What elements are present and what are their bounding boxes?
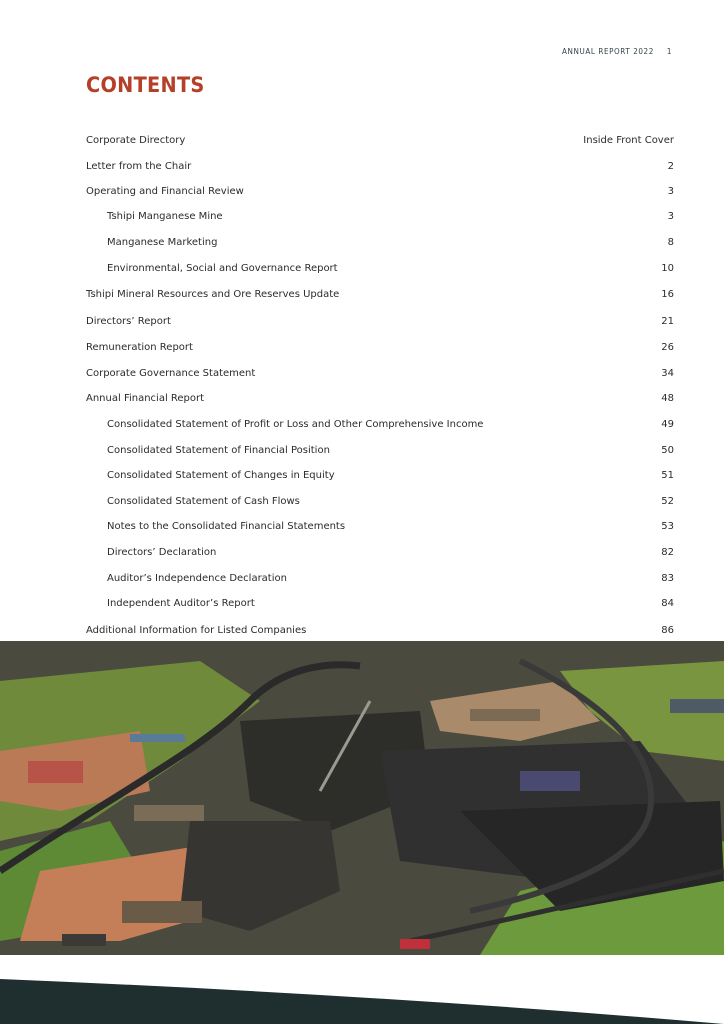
toc-entry-page: 53 (661, 520, 674, 532)
toc-entry-page: 34 (661, 367, 674, 379)
toc-entry-title: Operating and Financial Review (86, 185, 244, 197)
toc-entry-title: Auditor’s Independence Declaration (107, 572, 287, 584)
toc-entry-title: Directors’ Declaration (107, 546, 217, 558)
toc-entry-page: 48 (661, 392, 674, 404)
toc-entry (86, 159, 674, 173)
toc-entry (86, 133, 674, 147)
toc-entry (86, 519, 674, 533)
toc-entry (86, 571, 674, 585)
toc-entry-title: Consolidated Statement of Cash Flows (107, 495, 300, 507)
toc-entry (86, 287, 674, 301)
toc-entry-title: Consolidated Statement of Profit or Loss and Other Comprehensive Income (107, 418, 484, 430)
toc-entry-title: Corporate Governance Statement (86, 367, 256, 379)
toc-entry-page: 21 (661, 315, 674, 327)
toc-entry-page: 3 (667, 185, 674, 197)
toc-entry (86, 314, 674, 328)
toc-entry-page: 83 (661, 572, 674, 584)
toc-entry-title: Additional Information for Listed Companies (86, 624, 307, 636)
toc-entry-page: Inside Front Cover (583, 134, 674, 146)
toc-entry-title: Annual Financial Report (86, 392, 205, 404)
toc-entry-page: 2 (667, 160, 674, 172)
toc-entry (86, 184, 674, 198)
page-number: 1 (666, 47, 672, 56)
aerial-mine-photo (0, 641, 724, 955)
toc-entry-page: 26 (661, 341, 674, 353)
toc-entry-title: Environmental, Social and Governance Report (107, 262, 338, 274)
toc-entry-title: Manganese Marketing (107, 236, 218, 248)
toc-entry (86, 366, 674, 380)
toc-entry-page: 52 (661, 495, 674, 507)
toc-entry-page: 49 (661, 418, 674, 430)
toc-entry (86, 209, 674, 223)
toc-entry-title: Notes to the Consolidated Financial Statements (107, 520, 346, 532)
toc-entry (86, 391, 674, 405)
toc-entry-page: 51 (661, 469, 674, 481)
toc-entry (86, 596, 674, 610)
toc-entry (86, 468, 674, 482)
toc-entry-page: 84 (661, 597, 674, 609)
toc-entry (86, 261, 674, 275)
toc-entry (86, 494, 674, 508)
toc-entry (86, 545, 674, 559)
toc-entry-page: 3 (667, 210, 674, 222)
toc-entry (86, 443, 674, 457)
toc-entry (86, 340, 674, 354)
toc-entry (86, 417, 674, 431)
toc-entry-page: 86 (661, 624, 674, 636)
toc-entry-title: Consolidated Statement of Financial Position (107, 444, 330, 456)
running-header (562, 47, 672, 56)
toc-entry (86, 623, 674, 637)
toc-entry (86, 235, 674, 249)
toc-entry-title: Remuneration Report (86, 341, 193, 353)
page-title: CONTENTS (86, 73, 205, 97)
toc-entry-title: Letter from the Chair (86, 160, 192, 172)
toc-entry-title: Consolidated Statement of Changes in Equity (107, 469, 335, 481)
footer-band (0, 979, 724, 1024)
report-title: ANNUAL REPORT 2022 (561, 47, 654, 56)
toc-entry-title: Independent Auditor’s Report (107, 597, 255, 609)
toc-entry-page: 10 (661, 262, 674, 274)
toc-entry-title: Corporate Directory (86, 134, 186, 146)
toc-entry-title: Tshipi Mineral Resources and Ore Reserves Update (86, 288, 340, 300)
toc-entry-title: Directors’ Report (86, 315, 171, 327)
toc-entry-page: 82 (661, 546, 674, 558)
toc-entry-page: 50 (661, 444, 674, 456)
toc-entry-page: 8 (667, 236, 674, 248)
toc-entry-page: 16 (661, 288, 674, 300)
toc-entry-title: Tshipi Manganese Mine (107, 210, 223, 222)
